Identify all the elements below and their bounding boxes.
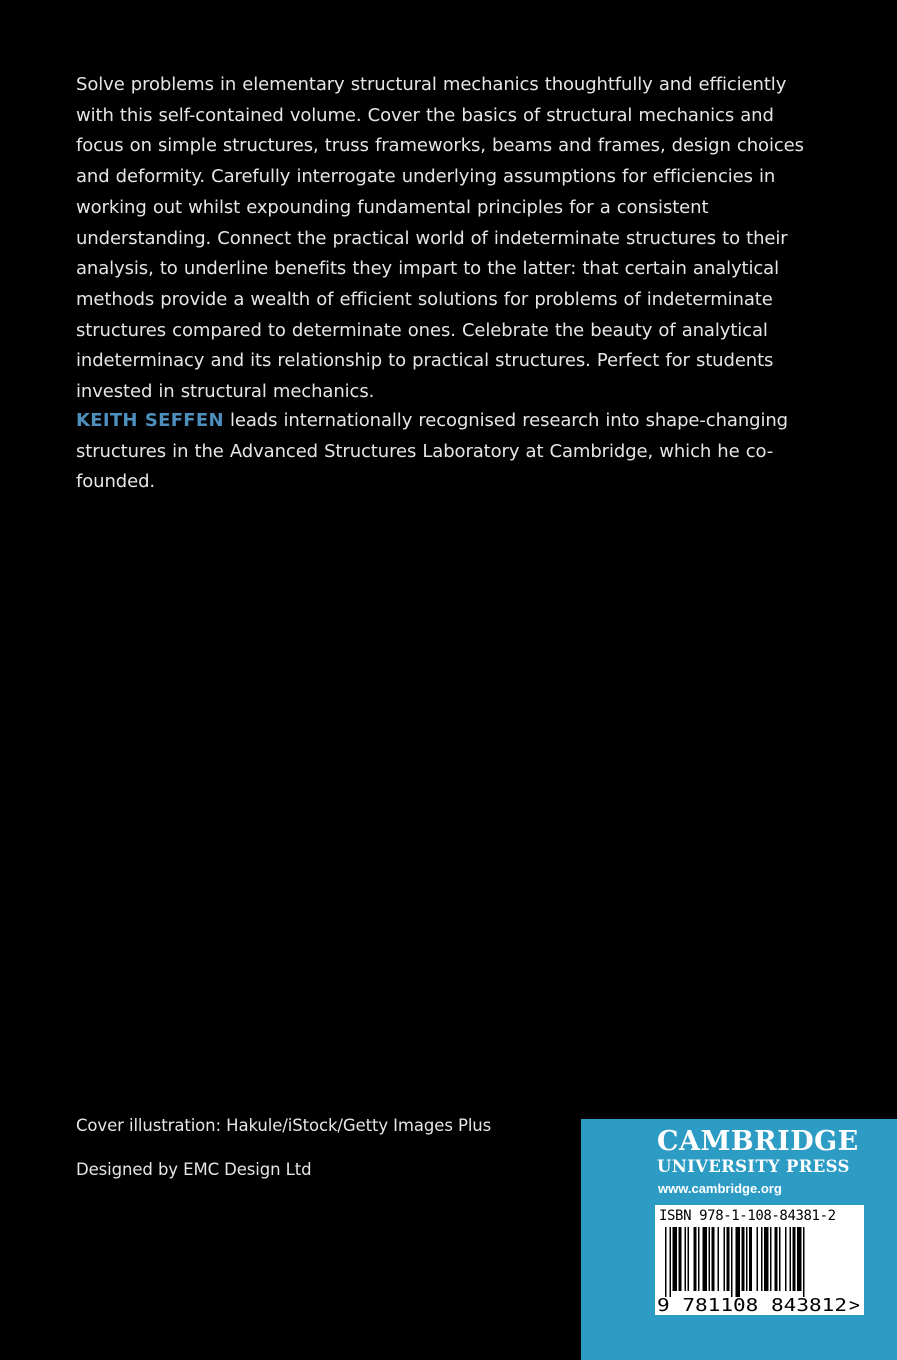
isbn-label: ISBN 978-1-108-84381-2 [659, 1208, 836, 1224]
barcode-bar [749, 1227, 752, 1291]
author-bio-text: leads internationally recognised research into shape-changing structures in the Advanced Structures Laboratory at Cambridge, which he co-founded. [76, 410, 789, 493]
barcode-bar [746, 1227, 748, 1291]
barcode-bar [724, 1227, 726, 1291]
barcode-bar [757, 1227, 759, 1291]
barcode-bar [673, 1227, 678, 1291]
barcode-bar [727, 1227, 730, 1291]
barcode-bar [797, 1227, 802, 1291]
designer-credit: Designed by EMC Design Ltd [76, 1160, 312, 1179]
isbn-barcode-panel [655, 1205, 864, 1315]
barcode-bar [785, 1227, 787, 1291]
publisher-subname: UNIVERSITY PRESS [657, 1157, 850, 1176]
barcode-bar [685, 1227, 687, 1291]
barcode-bar [779, 1227, 781, 1291]
author-name: KEITH SEFFEN [76, 410, 224, 431]
publisher-logo: CAMBRIDGE [657, 1126, 859, 1157]
barcode-bar [731, 1227, 733, 1297]
barcode-bar [703, 1227, 708, 1291]
barcode-bar [770, 1227, 772, 1291]
publisher-url: www.cambridge.org [658, 1181, 782, 1196]
barcode-bar [790, 1227, 792, 1291]
barcode-bar [718, 1227, 720, 1291]
barcode-bar [665, 1227, 667, 1297]
barcode-bar [679, 1227, 682, 1291]
cover-illustration-credit: Cover illustration: Hakule/iStock/Getty Images Plus [76, 1116, 492, 1135]
barcode-bar [736, 1227, 741, 1297]
barcode-digits: 9 781108 843812 [657, 1295, 847, 1315]
barcode-bar [698, 1227, 700, 1291]
publisher-box [581, 1119, 897, 1360]
barcode-bar [793, 1227, 796, 1291]
barcode-icon [655, 1225, 864, 1315]
barcode-bar [712, 1227, 715, 1291]
author-bio [76, 406, 836, 498]
barcode-arrow: > [849, 1295, 860, 1315]
barcode-bar [775, 1227, 778, 1291]
barcode-bar [688, 1227, 690, 1291]
barcode-bar [670, 1227, 672, 1297]
barcode-bar [709, 1227, 711, 1291]
barcode-bar [764, 1227, 769, 1291]
barcode-bar [742, 1227, 745, 1291]
barcode-bar [761, 1227, 763, 1291]
barcode-bar [803, 1227, 805, 1297]
book-description: Solve problems in elementary structural mechanics thoughtfully and efficiently with this self-contained volume. Cover the basics of structural mechanics and focus on simple structures, truss frameworks, beams and frames, design choices and deformity. Carefully interrogate underlying assumptions for efficiencies in working out whilst expounding fundamental principles for a consistent understanding. Connect the practical world of indeterminate structures to their analysis, to underline benefits they impart to the latter: that certain analytical methods provide a wealth of efficient solutions for problems of indeterminate structures compared to determinate ones. Celebrate the beauty of analytical indeterminacy and its relationship to practical structures. Perfect for students invested in structural mechanics. [76, 74, 804, 403]
barcode-bar [694, 1227, 697, 1291]
